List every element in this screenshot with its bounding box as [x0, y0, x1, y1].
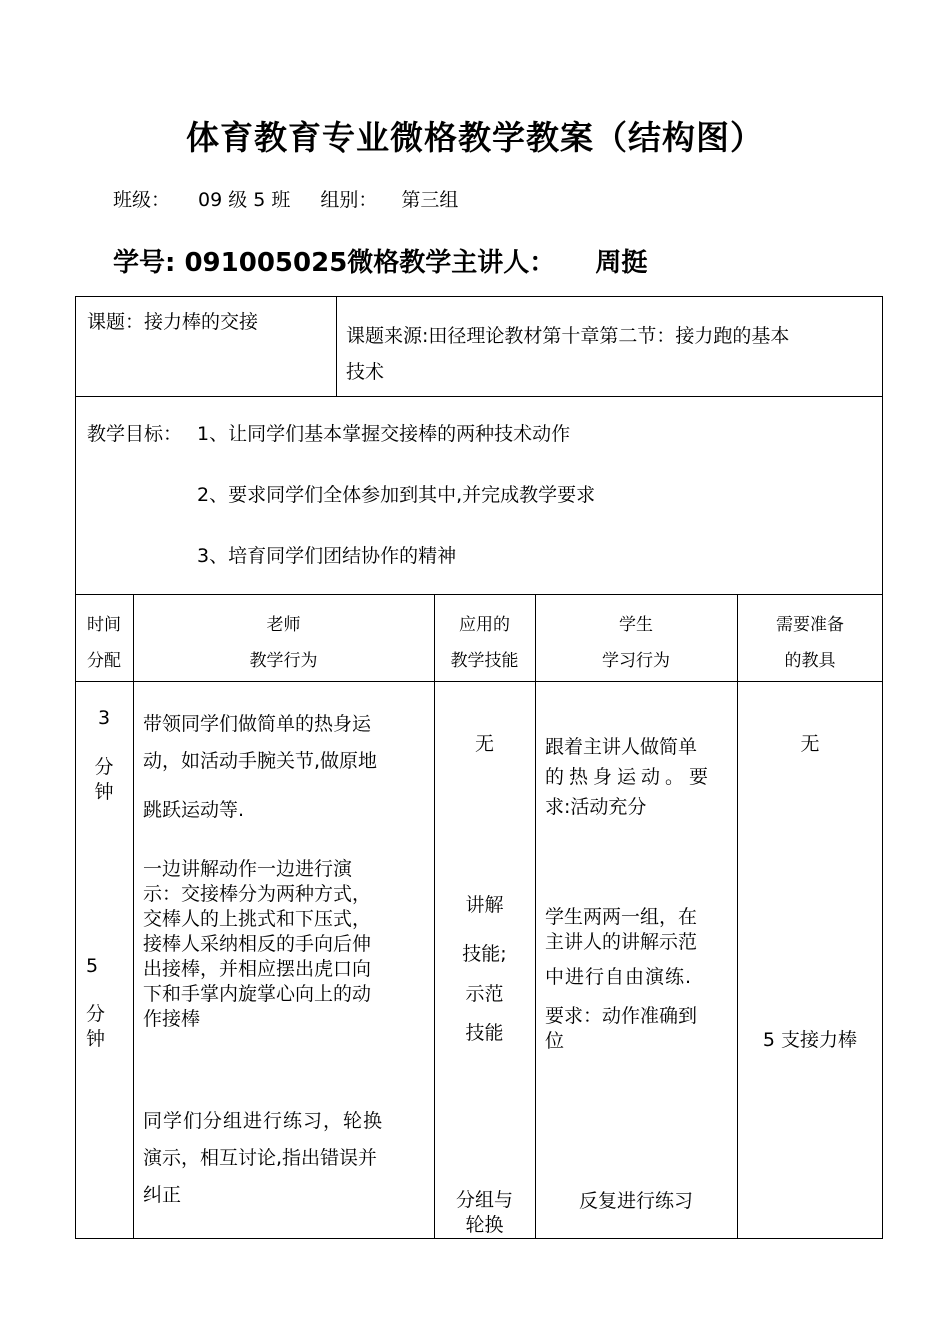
header-skill: 应用的 教学技能 — [450, 615, 519, 671]
class-label: 班级： — [113, 189, 171, 211]
group-label: 组别： — [320, 189, 378, 211]
objective-item: 2、要求同学们全体参加到其中,并完成教学要求 — [197, 484, 596, 506]
header-teacher: 老师 教学行为 — [249, 615, 318, 671]
row1-student: 跟着主讲人做简单 的热身运动。要 求:活动充分 — [545, 736, 714, 818]
row2-teacher: 一边讲解动作一边进行演 示：交接棒分为两种方式， 交棒人的上挑式和下压式， 接棒人采纳相反的手向后伸 出接棒，并相应摆出虎口向 下和手掌内旋掌心向上的动 作接棒 — [143, 858, 372, 1030]
speaker-info — [113, 242, 647, 279]
row1-tools: 无 — [800, 733, 820, 755]
header-tools: 需要准备 的教具 — [776, 615, 844, 671]
student-id-label: 学号: — [113, 248, 176, 278]
class-value: 09 级 5 班 — [198, 189, 291, 211]
row2-tools: 5 支接力棒 — [762, 1029, 858, 1051]
group-value: 第三组 — [401, 189, 459, 211]
row1-skill: 无 — [474, 733, 494, 755]
header-time: 时间 分配 — [87, 615, 121, 671]
class-info — [113, 185, 458, 212]
student-id-value: 091005025 — [184, 248, 348, 278]
row1-teacher: 带领同学们做简单的热身运 动，如活动手腕关节,做原地 跳跃运动等. — [143, 713, 378, 821]
row1-time: 3 分 钟 — [94, 707, 114, 803]
row2-teacher-practice: 同学们分组进行练习，轮换 演示，相互讨论,指出错误并 纠正 — [143, 1110, 384, 1206]
topic-source-line2: 技术 — [346, 361, 385, 383]
objective-item: 3、培育同学们团结协作的精神 — [197, 545, 457, 567]
row2-student-practice: 反复进行练习 — [578, 1190, 693, 1212]
header-student: 学生 学习行为 — [602, 615, 670, 671]
speaker-label: 微格教学主讲人： — [347, 248, 556, 278]
row2-skill-group: 分组与 轮换 — [455, 1189, 513, 1236]
topic-source-line1: 课题来源:田径理论教材第十章第二节：接力跑的基本 — [346, 325, 790, 347]
row2-time: 5 分 钟 — [86, 955, 106, 1050]
speaker-name: 周挺 — [595, 248, 648, 278]
row2-student: 学生两两一组，在 主讲人的讲解示范 中进行自由演练. 要求：动作准确到 位 — [545, 906, 698, 1052]
page-title: 体育教育专业微格教学教案（结构图） — [186, 118, 764, 157]
topic-title: 课题：接力棒的交接 — [87, 311, 259, 333]
objectives-label: 教学目标： — [87, 423, 183, 445]
objective-item: 1、让同学们基本掌握交接棒的两种技术动作 — [197, 423, 571, 445]
row2-skill: 讲解 技能; 示范 技能 — [462, 894, 507, 1044]
